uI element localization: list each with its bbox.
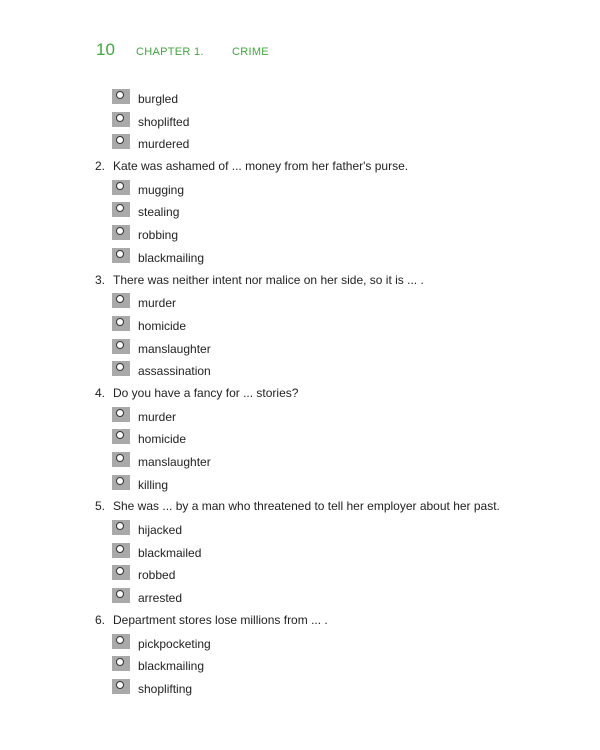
- chapter-label: CHAPTER 1.: [136, 46, 204, 58]
- option-label: homicide: [138, 318, 187, 333]
- answer-option[interactable]: [112, 521, 600, 544]
- radio-button-icon[interactable]: [112, 293, 130, 308]
- answer-option[interactable]: [112, 135, 600, 158]
- option-label: blackmailing: [138, 250, 205, 265]
- radio-button-icon[interactable]: [112, 520, 130, 535]
- question-number: 2.: [95, 159, 106, 174]
- option-label: murdered: [138, 137, 190, 152]
- answer-option[interactable]: [112, 544, 600, 567]
- radio-button-icon[interactable]: [112, 248, 130, 263]
- option-label: shoplifting: [138, 681, 193, 696]
- option-label: hijacked: [138, 523, 183, 538]
- option-label: blackmailed: [138, 545, 202, 560]
- radio-button-icon[interactable]: [112, 134, 130, 149]
- radio-button-icon[interactable]: [112, 679, 130, 694]
- radio-button-icon[interactable]: [112, 452, 130, 467]
- option-label: burgled: [138, 92, 179, 106]
- answer-option[interactable]: [112, 90, 600, 113]
- question-item: [95, 385, 600, 408]
- question-item: [95, 612, 600, 635]
- option-label: killing: [138, 477, 169, 492]
- radio-button-icon[interactable]: [112, 180, 130, 195]
- question-text: Do you have a fancy for ... stories?: [113, 385, 299, 400]
- answer-option[interactable]: [112, 203, 600, 226]
- question-number: 4.: [95, 385, 106, 400]
- question-number: 3.: [95, 272, 106, 287]
- answer-option[interactable]: [112, 453, 600, 476]
- option-label: arrested: [138, 591, 183, 606]
- answer-option[interactable]: [112, 680, 600, 703]
- radio-button-icon[interactable]: [112, 339, 130, 354]
- answer-option[interactable]: [112, 635, 600, 658]
- answer-option[interactable]: [112, 476, 600, 499]
- option-label: stealing: [138, 205, 180, 220]
- answer-option[interactable]: [112, 657, 600, 680]
- answer-option[interactable]: [112, 317, 600, 340]
- question-item: [95, 158, 600, 181]
- answer-option[interactable]: [112, 408, 600, 431]
- answer-option[interactable]: [112, 430, 600, 453]
- radio-button-icon[interactable]: [112, 361, 130, 376]
- answer-option[interactable]: [112, 181, 600, 204]
- question-item: [95, 498, 600, 521]
- radio-button-icon[interactable]: [112, 634, 130, 649]
- option-label: shoplifted: [138, 114, 190, 129]
- radio-button-icon[interactable]: [112, 225, 130, 240]
- page-number: 10: [96, 40, 115, 59]
- answer-option[interactable]: [112, 294, 600, 317]
- question-text: There was neither intent nor malice on her side, so it is ... .: [113, 272, 424, 287]
- radio-button-icon[interactable]: [112, 475, 130, 490]
- question-number: 5.: [95, 499, 106, 514]
- question-text: Kate was ashamed of ... money from her father's purse.: [113, 159, 409, 174]
- option-label: homicide: [138, 432, 187, 447]
- option-label: manslaughter: [138, 455, 211, 469]
- radio-button-icon[interactable]: [112, 543, 130, 558]
- answer-option[interactable]: [112, 226, 600, 249]
- option-label: assassination: [138, 364, 211, 379]
- radio-button-icon[interactable]: [112, 656, 130, 671]
- answer-option[interactable]: [112, 249, 600, 272]
- option-label: manslaughter: [138, 341, 211, 356]
- option-label: robbing: [138, 228, 179, 243]
- option-label: blackmailing: [138, 659, 205, 674]
- radio-button-icon[interactable]: [112, 565, 130, 580]
- radio-button-icon[interactable]: [112, 588, 130, 603]
- option-label: pickpocketing: [138, 636, 211, 651]
- answer-option[interactable]: [112, 113, 600, 136]
- radio-button-icon[interactable]: [112, 112, 130, 127]
- option-label: robbed: [138, 568, 176, 583]
- question-text: Department stores lose millions from ... .: [113, 612, 328, 627]
- option-label: murder: [138, 409, 177, 424]
- answer-option[interactable]: [112, 566, 600, 589]
- radio-button-icon[interactable]: [112, 89, 130, 104]
- radio-button-icon[interactable]: [112, 429, 130, 444]
- option-label: mugging: [138, 182, 185, 197]
- answer-option[interactable]: [112, 589, 600, 612]
- chapter-title: CRIME: [232, 46, 269, 58]
- option-label: murder: [138, 296, 177, 311]
- quiz-content: [0, 90, 600, 703]
- radio-button-icon[interactable]: [112, 202, 130, 217]
- radio-button-icon[interactable]: [112, 407, 130, 422]
- question-text: She was ... by a man who threatened to tell her employer about her past.: [113, 499, 500, 514]
- question-item: [95, 272, 600, 295]
- answer-option[interactable]: [112, 340, 600, 363]
- radio-button-icon[interactable]: [112, 316, 130, 331]
- question-number: 6.: [95, 612, 106, 627]
- answer-option[interactable]: [112, 362, 600, 385]
